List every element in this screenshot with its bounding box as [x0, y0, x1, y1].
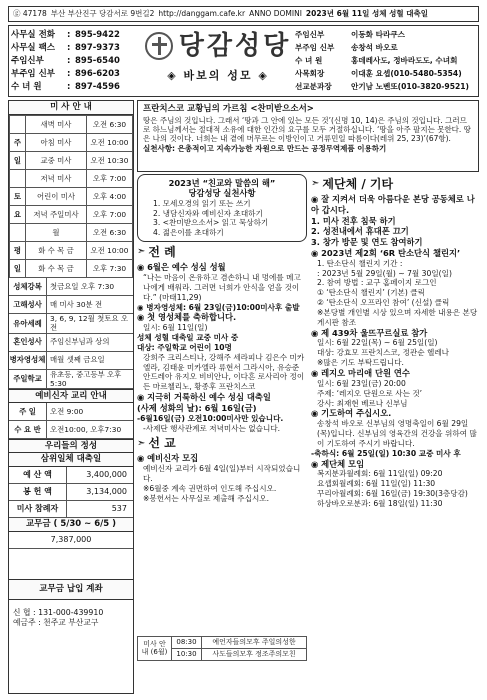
notice-item: ※봉헌서는 사무실로 제출해 주십시오.: [143, 493, 270, 503]
contact-colon: :: [67, 82, 71, 93]
notice-item: ※6월중 계속 권면하여 인도해 주십시오.: [143, 483, 277, 493]
account-info: [9, 599, 133, 627]
address: 부산 부산진구 당감서로 9번길2: [50, 9, 155, 19]
staff-row: [295, 41, 478, 54]
offering-amount: 537: [111, 504, 127, 513]
info-label: 성체강복: [9, 278, 47, 295]
staff-role: 사목회장: [295, 68, 325, 78]
arrow-icon: ➣: [137, 437, 146, 449]
notice-item: 하상바오로분과: 6월 18일(일) 11:30: [317, 499, 443, 508]
offering-label: 미사 참례자: [9, 501, 67, 517]
schedule-time: 오전 10:30: [87, 152, 133, 170]
notice-item: ◉ 2023년 제2회 ‘6R 탄소단식 챌린지’: [311, 247, 461, 258]
notice-item: ◉ 지극히 거룩하신 예수 성심 대축일: [137, 392, 271, 403]
staff-row: [295, 54, 478, 67]
schedule-time: 오후 7:00: [87, 170, 133, 188]
mass-guide-text: 예언자들의모후 주일의성한: [202, 637, 307, 649]
schedule-name: 저녁 주일미사: [26, 206, 87, 224]
schedule-row: [10, 152, 133, 170]
motto-item: 2. 냉담신자와 예비신자 초대하기: [153, 208, 263, 218]
schedule-time: 오전 10:00: [87, 242, 133, 260]
fund-title: 교무금 ( 5/30 ~ 6/5 ): [9, 518, 133, 532]
liturgy-heading: ➣ 전 례: [137, 245, 176, 260]
offering-amount: 3,400,000: [86, 470, 127, 479]
notice-item: ※많은 기도 부탁드립니다.: [317, 358, 404, 368]
info-value: 매 미사 30분 전: [50, 299, 103, 309]
cross-icon: [145, 32, 173, 60]
info-value: 첫금요일 오후 7:30: [50, 281, 115, 291]
mass-guide-text: 사도들의모후 정조주의모친: [202, 648, 307, 660]
notice-item: 요셉회월례회: 6월 11일(일) 11:30: [317, 479, 436, 489]
notice-item: 일시: 6월 23일(금) 20:00: [317, 378, 406, 388]
notice-item: 강사: 최재현 베르나 신부님: [317, 398, 408, 408]
info-label: 유아세례: [9, 314, 47, 333]
schedule-row: [10, 134, 133, 152]
year-motto-box: [137, 174, 307, 242]
schedule-time: 오전 6:30: [87, 116, 133, 134]
top-bar: [8, 6, 479, 22]
offering-row: [9, 467, 133, 484]
notice-item: ◉ 잘 지켜서 더욱 아름다운 본당 공동체로 나아 갑시다.: [311, 194, 475, 215]
catechism-row: [9, 403, 133, 421]
schedule-row: [10, 116, 133, 134]
schedule-row: [10, 260, 133, 278]
notice-item: 복지분과월례회: 6월 11일(일) 09:20: [317, 469, 443, 479]
notice-item: 주제: ‘레지오 단원으로 사는 것’: [317, 388, 423, 398]
offering-amount: 3,134,000: [86, 487, 127, 496]
mass-guide-table: [137, 636, 307, 661]
pope-teaching-title: 프란치스코 교황님의 가르침 <찬미받으소서>: [143, 104, 314, 114]
schedule-group: [10, 116, 26, 134]
notice-item: “나는 마음이 온유하고 겸손하니 내 멍에를 메고 나에게 배워라. 그러면 너희가 안식을 얻을 것이다.” (마태11,29): [143, 272, 301, 302]
motto-subtitle: 당감성당 실천사항: [188, 188, 256, 199]
info-value: 3, 6, 9, 12월 첫토요 오전: [50, 314, 129, 333]
staff-row: [295, 80, 478, 93]
schedule-row: [10, 188, 133, 206]
schedule-name: 아침 미사: [26, 134, 87, 152]
schedule-group: [10, 224, 26, 242]
schedule-group: 평: [10, 242, 26, 260]
main-content: [137, 100, 479, 694]
website-link[interactable]: http://danggam.cafe.kr: [158, 9, 246, 19]
notice-item: 대상: 주일학교 어린이 10명: [137, 342, 232, 352]
mass-guide-row: [138, 637, 307, 649]
info-row: [9, 278, 133, 296]
info-row: [9, 334, 133, 352]
contact-label: 부주임 신부: [11, 69, 56, 80]
offering-stats: [9, 467, 133, 518]
motto-item: 3. <찬미받으소서> 읽고 묵상하기: [153, 218, 269, 228]
schedule-name: 월: [26, 224, 87, 242]
offering-row: [9, 501, 133, 518]
contact-colon: :: [67, 30, 71, 41]
mass-schedule-table: [9, 115, 133, 278]
notice-item: 송창석 바오로 신부님의 영명축일이 6월 29일(목)입니다. 신부님의 영육간의 건강을 위하여 많이 기도하여 주시기 바랍니다.: [317, 419, 477, 448]
notice-item: 꾸리아월례회: 6월 16일(금) 19:30(3층당감): [317, 489, 468, 499]
notice-item: 1. 탄소단식 챌린지 기간 :: [317, 258, 403, 268]
contact-colon: :: [67, 69, 71, 80]
fund-value-row: [9, 532, 133, 549]
sacrament-info: [9, 278, 133, 389]
mission-list: [137, 453, 307, 503]
info-row: [9, 352, 133, 370]
motto-item: 4. 젊은이를 초대하기: [153, 228, 224, 238]
groups-heading: ➣ 제단체 / 기타: [311, 177, 394, 191]
schedule-name: 새벽 미사: [26, 116, 87, 134]
schedule-name: 화 수 목 금: [26, 260, 87, 278]
contact-colon: :: [67, 56, 71, 67]
contact-list: [11, 29, 139, 94]
schedule-row: [10, 242, 133, 260]
catechism-time: 오전10:00, 오후7:30: [50, 424, 122, 434]
mass-guide-time: 08:30: [172, 637, 202, 649]
postal-code: ⓖ 47178: [13, 9, 47, 19]
notice-item: -사제단 행사관계로 저녁미사는 없습니다.: [143, 423, 281, 433]
catechism-day: 주 일: [9, 403, 47, 420]
schedule-time: 오전 6:30: [87, 224, 133, 242]
notice-item: 3. 창가 방문 및 연도 참여하기: [311, 237, 423, 248]
contact-label: 사무실 전화: [11, 30, 56, 41]
notice-item: 성체 성혈 대축일 교중 미사 중: [137, 333, 239, 343]
contact-number: 897-4596: [75, 82, 120, 93]
pope-teaching-body: 땅은 주님의 것입니다. 그래서 ‘땅과 그 안에 있는 모든 것’(신명 10, 14)은 주님의 것입니다. 그러므로 하느님께서는 절대적 소유에 대한 인간의 요구를 모두 거절하십니다. ‘땅을 아주 팔지는 못한다. 땅은 나의 것이다. 너희는 내 곁에 머무르는 이방인이고 거류민일 따름이다(레위 25, 23)’(67항).: [143, 115, 471, 144]
mass-guide-label: 미사 안내 (6월): [138, 637, 172, 661]
mass-guide-june: [137, 636, 307, 661]
notice-item: ◉ 예비신자 모집: [137, 453, 199, 464]
church-logo: 당감성당 ◈ 바보의 성모 ◈: [141, 28, 295, 94]
notice-item: ◉ 레지오 마리애 단원 연수: [311, 368, 410, 379]
mass-schedule-title: 미 사 안 내: [9, 101, 133, 115]
staff-role: 주임신부: [295, 29, 325, 39]
staff-name: 홍데레사도, 정바라도도, 수녀회: [351, 55, 458, 65]
staff-list: [295, 28, 478, 93]
schedule-group: 요: [10, 206, 26, 224]
anno-domini: ANNO DOMINI: [249, 9, 302, 19]
catechism-day: 수 요 반: [9, 421, 47, 438]
notice-item: 2. 참여 방법 : 교구 홈페이지 로그인: [317, 278, 437, 288]
contact-number: 896-6203: [75, 69, 120, 80]
notice-item: ◉ 제 439차 울뜨꾸르실료 참가: [311, 327, 428, 338]
staff-role: 선교분과장: [295, 81, 332, 91]
offering-row: [9, 484, 133, 501]
contact-number: 895-9422: [75, 30, 120, 41]
account-holder: 예금주 : 천주교 부산교구: [13, 617, 99, 627]
bulletin-header: [8, 25, 479, 97]
schedule-name: 화 수 목 금: [26, 242, 87, 260]
mass-guide-time: 10:30: [172, 648, 202, 660]
notice-item: ① ‘탄소단식 챌린지’ (기본) 클릭: [317, 288, 425, 298]
middle-column: [137, 174, 307, 504]
pope-teaching-box: [137, 100, 479, 172]
schedule-group: [10, 170, 26, 188]
notice-item: ※본당별 개인별 시상 있으며 자세한 내용은 본당 게시판 참조: [317, 307, 478, 327]
schedule-time: 오후 7:00: [87, 206, 133, 224]
info-row: [9, 370, 133, 390]
schedule-name: 교중 미사: [26, 152, 87, 170]
notice-item: ◉ 제단체 모임: [311, 458, 365, 469]
church-patron: 바보의 성모: [183, 68, 253, 82]
staff-name: 이동화 타라쿠스: [351, 29, 405, 39]
left-sidebar: [8, 100, 134, 694]
schedule-time: 오후 4:00: [87, 188, 133, 206]
notice-item: 일시: 6월 11일(일): [143, 323, 208, 333]
staff-row: [295, 28, 478, 41]
contact-number: 895-6540: [75, 56, 120, 67]
notice-item: : 2023년 5월 29일(월) ~ 7월 30일(일): [317, 268, 452, 278]
info-value: 주임신부님과 상의: [50, 337, 110, 347]
schedule-group: 토: [10, 188, 26, 206]
notice-item: ◉ 기도하여 주십시오.: [311, 408, 392, 419]
fund-value: 7,387,000: [50, 535, 92, 544]
contact-row: [11, 55, 139, 68]
contact-number: 897-9373: [75, 43, 120, 54]
info-value: 유초등, 중고등부 오후 5:30: [50, 369, 122, 388]
liturgy-list: [137, 262, 307, 433]
info-label: 혼인성사: [9, 334, 47, 351]
info-label: 고해성사: [9, 296, 47, 313]
schedule-name: 저녁 미사: [26, 170, 87, 188]
mission-heading: ➣ 선 교: [137, 436, 176, 451]
staff-role: 부주임 신부: [295, 42, 335, 52]
offering-label: 예 산 액: [9, 467, 67, 483]
contact-row: [11, 42, 139, 55]
info-row: [9, 296, 133, 314]
notice-item: ② ‘탄소단식 오프라인 참여’ (신설) 클릭: [317, 298, 450, 308]
arrow-icon: ➣: [311, 178, 320, 190]
contact-row: [11, 68, 139, 81]
staff-name: 이대훈 요셉(010-5480-5354): [351, 68, 462, 78]
info-row: [9, 314, 133, 334]
right-column: [311, 174, 479, 509]
church-name: 당감성당: [178, 31, 292, 61]
staff-role: 수 녀 원: [295, 55, 323, 65]
notice-item: -축하식: 6월 25일(일) 10:30 교중 미사 후: [311, 448, 461, 458]
contact-colon: :: [67, 43, 71, 54]
contact-row: [11, 29, 139, 42]
info-label: 병자영성체: [9, 352, 47, 369]
offering-title: 우리들의 정성: [9, 439, 133, 453]
info-label: 주일학교: [9, 370, 47, 389]
contact-row: [11, 81, 139, 94]
schedule-time: 오전 10:00: [87, 134, 133, 152]
offering-label: 봉 헌 액: [9, 484, 67, 500]
notice-item: 1. 미사 전후 침묵 하기: [311, 215, 396, 226]
notice-item: ◉ 병자영성체: 6월 23일(금)10:00미사후 출발: [137, 302, 300, 312]
notice-item: -6월16일(금) 오전10:00미사만 있습니다.: [137, 413, 284, 423]
motto-title: 2023년 “친교와 말씀의 해”: [168, 178, 276, 188]
schedule-row: [10, 170, 133, 188]
notice-item: 강희주 크리스티나, 강해주 세라피나 김은수 미카엘라, 김태윤 미카엘라 류현서 그라시아, 유승준 안드레아 유지오 비비안나, 이다흔 로사리아 정이든 마르첼리노, 황종후 프란치스코: [143, 352, 305, 392]
schedule-group: 일: [10, 152, 26, 170]
schedule-group: 주: [10, 134, 26, 152]
motto-item: 1. 모세오경의 읽기 또는 쓰기: [153, 198, 251, 208]
contact-label: 주임신부: [11, 56, 44, 67]
pope-teaching-practice: 실천사항: 은총적이고 지속가능한 자원으로 만드는 공정무역제품 이용하기: [143, 143, 387, 153]
staff-name: 송창석 바오로: [351, 42, 398, 52]
schedule-name: 어린이 미사: [26, 188, 87, 206]
catechism-schedule: [9, 403, 133, 439]
contact-label: 사무실 팩스: [11, 43, 56, 54]
schedule-row: [10, 224, 133, 242]
schedule-row: [10, 206, 133, 224]
catechism-time: 오전 9:00: [50, 406, 84, 416]
staff-row: [295, 67, 478, 80]
notice-item: ◉ 6월은 예수 성심 성월: [137, 262, 226, 273]
notice-item: 일시: 6월 22일(목) ~ 6월 25일(일): [317, 338, 438, 348]
info-value: 매월 셋째 금요일: [50, 355, 105, 365]
catechism-title: 예비신자 교리 안내: [9, 389, 133, 403]
groups-list: [311, 194, 479, 509]
offering-subtitle: 삼위일체 대축일: [9, 453, 133, 467]
schedule-group: 일: [10, 260, 26, 278]
notice-item: 2. 성전내에서 휴대폰 끄기: [311, 226, 409, 237]
schedule-time: 오후 7:30: [87, 260, 133, 278]
arrow-icon: ➣: [137, 246, 146, 258]
account-number: 신 협 : 131-000-439910: [13, 608, 104, 617]
staff-name: 안기남 노벤또(010-3820-9521): [351, 81, 470, 91]
bulletin-date: 2023년 6월 11일 성체 성혈 대축일: [305, 9, 428, 19]
notice-item: 예비신자 교리가 6월 4일(일)부터 시작되었습니다.: [143, 464, 301, 484]
notice-item: (사제 성화의 날): 6월 16일(금): [137, 402, 257, 413]
notice-item: ◉ 첫 영성체를 축하합니다.: [137, 312, 237, 323]
account-title: 교무금 납입 계좌: [9, 579, 133, 599]
notice-item: 대상: 강효모 프란치스코, 정관순 헬레나: [317, 348, 449, 358]
contact-label: 수 녀 원: [11, 82, 42, 93]
catechism-row: [9, 421, 133, 439]
